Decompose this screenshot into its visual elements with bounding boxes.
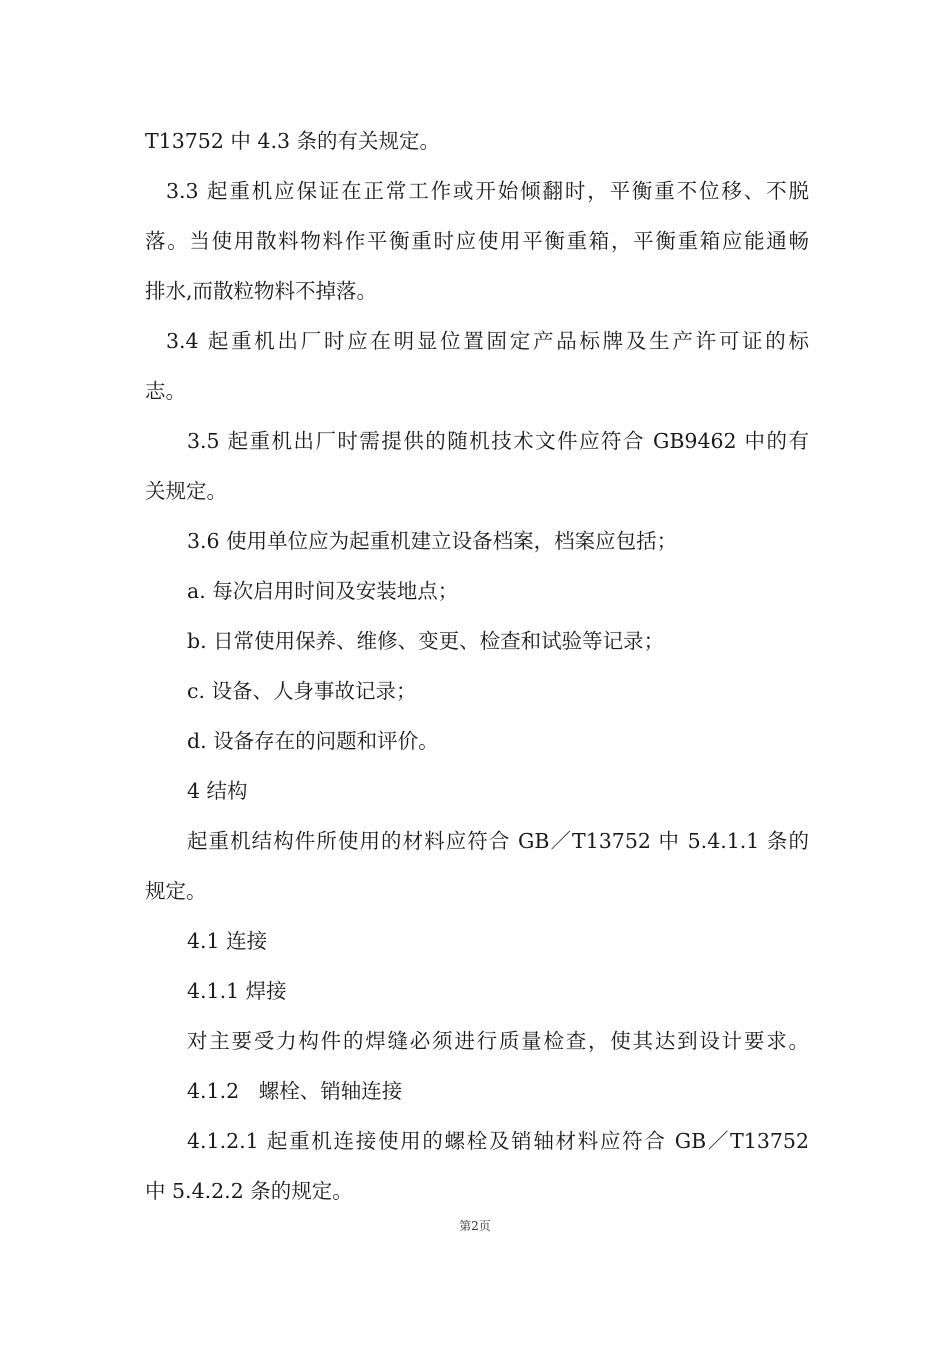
- page-number: 第2页: [459, 1219, 491, 1233]
- list-item: c. 设备、人身事故记录；: [187, 679, 417, 703]
- text-line: 4.1.2.1 起重机连接使用的螺栓及销轴材料应符合 GB／T13752: [187, 1129, 809, 1153]
- text-line: 3.4 起重机出厂时应在明显位置固定产品标牌及生产许可证的标: [166, 329, 809, 353]
- section-heading: 4 结构: [187, 779, 248, 803]
- text-line: 中 5.4.2.2 条的规定。: [145, 1179, 353, 1203]
- text-line: 起重机结构件所使用的材料应符合 GB／T13752 中 5.4.1.1 条的: [187, 829, 809, 853]
- text-line: 规定。: [145, 879, 207, 903]
- text-line: 志。: [145, 379, 186, 403]
- text-line: 3.3 起重机应保证在正常工作或开始倾翻时，平衡重不位移、不脱: [166, 179, 809, 203]
- text-line: 排水,而散粒物料不掉落。: [145, 279, 378, 303]
- document-body: [145, 116, 809, 1216]
- text-line: 落。当使用散料物料作平衡重时应使用平衡重箱，平衡重箱应能通畅: [145, 229, 809, 253]
- text-line: 对主要受力构件的焊缝必须进行质量检查，使其达到设计要求。: [187, 1029, 809, 1053]
- list-item: a. 每次启用时间及安装地点；: [187, 579, 459, 603]
- text-line: T13752 中 4.3 条的有关规定。: [145, 129, 441, 153]
- list-item: b. 日常使用保养、维修、变更、检查和试验等记录；: [187, 629, 665, 653]
- section-heading: 4.1.2 螺栓、销轴连接: [187, 1079, 403, 1103]
- list-item: d. 设备存在的问题和评价。: [187, 729, 439, 753]
- text-line: 3.6 使用单位应为起重机建立设备档案，档案应包括；: [187, 529, 678, 553]
- section-heading: 4.1 连接: [187, 929, 268, 953]
- text-line: 关规定。: [145, 479, 227, 503]
- text-line: 3.5 起重机出厂时需提供的随机技术文件应符合 GB9462 中的有: [187, 429, 809, 453]
- section-heading: 4.1.1 焊接: [187, 979, 287, 1003]
